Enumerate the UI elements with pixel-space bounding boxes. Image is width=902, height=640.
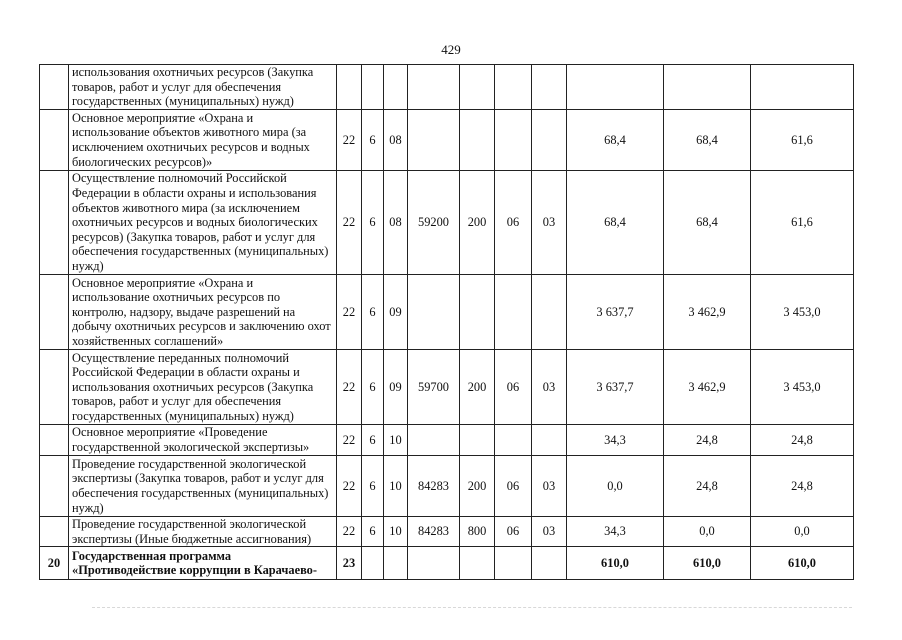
row-number-cell — [40, 275, 69, 350]
expense-type-cell: 800 — [460, 517, 495, 547]
direction-code-cell — [408, 547, 460, 580]
amount-year-3-cell: 3 453,0 — [751, 350, 854, 425]
section-cell — [495, 275, 532, 350]
program-code-cell: 22 — [337, 517, 362, 547]
event-code-cell — [384, 547, 408, 580]
table-row — [40, 547, 854, 580]
amount-year-1-cell: 68,4 — [567, 110, 664, 171]
program-code-cell: 22 — [337, 275, 362, 350]
direction-code-cell — [408, 425, 460, 456]
program-code-cell: 22 — [337, 350, 362, 425]
row-name-cell: Основное мероприятие «Охрана и использование охотничьих ресурсов по контролю, надзору, выдаче разрешений на добычу охотничьих ресурсов и заключению охот хозяйственных соглашений» — [69, 275, 337, 350]
divider — [92, 607, 852, 608]
amount-year-3-cell — [751, 65, 854, 110]
subsection-cell — [532, 547, 567, 580]
amount-year-1-cell: 34,3 — [567, 517, 664, 547]
program-code-cell: 22 — [337, 171, 362, 275]
subprogram-code-cell — [362, 65, 384, 110]
row-number-cell — [40, 350, 69, 425]
row-number-cell — [40, 110, 69, 171]
expense-type-cell — [460, 275, 495, 350]
expense-type-cell — [460, 110, 495, 171]
event-code-cell — [384, 65, 408, 110]
amount-year-3-cell: 3 453,0 — [751, 275, 854, 350]
subsection-cell — [532, 65, 567, 110]
expense-type-cell — [460, 65, 495, 110]
row-number-cell — [40, 425, 69, 456]
amount-year-2-cell — [664, 65, 751, 110]
amount-year-2-cell: 24,8 — [664, 425, 751, 456]
amount-year-2-cell: 3 462,9 — [664, 275, 751, 350]
direction-code-cell — [408, 275, 460, 350]
subprogram-code-cell: 6 — [362, 275, 384, 350]
amount-year-3-cell: 0,0 — [751, 517, 854, 547]
subprogram-code-cell: 6 — [362, 171, 384, 275]
program-code-cell: 23 — [337, 547, 362, 580]
amount-year-1-cell: 68,4 — [567, 171, 664, 275]
section-cell — [495, 110, 532, 171]
amount-year-1-cell: 3 637,7 — [567, 275, 664, 350]
event-code-cell: 10 — [384, 456, 408, 517]
table-row — [40, 425, 854, 456]
section-cell: 06 — [495, 171, 532, 275]
direction-code-cell: 59200 — [408, 171, 460, 275]
amount-year-1-cell: 0,0 — [567, 456, 664, 517]
table-row — [40, 65, 854, 110]
section-cell: 06 — [495, 350, 532, 425]
row-name-cell: Основное мероприятие «Охрана и использование объектов животного мира (за исключением охотничьих ресурсов и водных биологических ресурсов)» — [69, 110, 337, 171]
amount-year-2-cell: 610,0 — [664, 547, 751, 580]
subprogram-code-cell: 6 — [362, 456, 384, 517]
amount-year-2-cell: 68,4 — [664, 171, 751, 275]
subprogram-code-cell: 6 — [362, 350, 384, 425]
section-cell — [495, 547, 532, 580]
table-row — [40, 350, 854, 425]
section-cell: 06 — [495, 456, 532, 517]
expense-type-cell — [460, 425, 495, 456]
table-row — [40, 275, 854, 350]
table-row — [40, 110, 854, 171]
expense-type-cell: 200 — [460, 171, 495, 275]
section-cell: 06 — [495, 517, 532, 547]
subsection-cell: 03 — [532, 171, 567, 275]
table-row — [40, 456, 854, 517]
expense-type-cell — [460, 547, 495, 580]
table-row — [40, 171, 854, 275]
amount-year-1-cell: 3 637,7 — [567, 350, 664, 425]
row-number-cell — [40, 65, 69, 110]
program-code-cell: 22 — [337, 425, 362, 456]
row-number-cell: 20 — [40, 547, 69, 580]
row-number-cell — [40, 456, 69, 517]
page-number: 429 — [441, 42, 461, 57]
amount-year-1-cell — [567, 65, 664, 110]
amount-year-3-cell: 610,0 — [751, 547, 854, 580]
subsection-cell — [532, 110, 567, 171]
section-cell — [495, 425, 532, 456]
row-name-cell: Государственная программа «Противодействие коррупции в Карачаево- — [69, 547, 337, 580]
row-name-cell: Проведение государственной экологической экспертизы (Закупка товаров, работ и услуг для обеспечения государственных (муниципальных) нужд) — [69, 456, 337, 517]
subsection-cell: 03 — [532, 517, 567, 547]
expense-type-cell: 200 — [460, 350, 495, 425]
direction-code-cell: 84283 — [408, 517, 460, 547]
subprogram-code-cell — [362, 547, 384, 580]
row-name-cell: Основное мероприятие «Проведение государственной экологической экспертизы» — [69, 425, 337, 456]
event-code-cell: 09 — [384, 350, 408, 425]
amount-year-1-cell: 34,3 — [567, 425, 664, 456]
table-row — [40, 517, 854, 547]
event-code-cell: 08 — [384, 110, 408, 171]
program-code-cell: 22 — [337, 110, 362, 171]
amount-year-2-cell: 24,8 — [664, 456, 751, 517]
row-name-cell: Осуществление полномочий Российской Федерации в области охраны и использования объектов животного мира (за исключением охотничьих ресурсов и водных биологических ресурсов) (Закупка товаров, работ и услуг для обеспечения государственных (муниципальных) нужд) — [69, 171, 337, 275]
direction-code-cell: 84283 — [408, 456, 460, 517]
amount-year-1-cell: 610,0 — [567, 547, 664, 580]
subprogram-code-cell: 6 — [362, 517, 384, 547]
row-name-cell: Проведение государственной экологической экспертизы (Иные бюджетные ассигнования) — [69, 517, 337, 547]
event-code-cell: 10 — [384, 517, 408, 547]
row-name-cell: использования охотничьих ресурсов (Закупка товаров, работ и услуг для обеспечения государственных (муниципальных) нужд) — [69, 65, 337, 110]
subsection-cell — [532, 275, 567, 350]
event-code-cell: 09 — [384, 275, 408, 350]
event-code-cell: 08 — [384, 171, 408, 275]
subsection-cell: 03 — [532, 456, 567, 517]
subsection-cell: 03 — [532, 350, 567, 425]
amount-year-3-cell: 24,8 — [751, 456, 854, 517]
row-number-cell — [40, 517, 69, 547]
table-body — [40, 65, 854, 580]
program-code-cell — [337, 65, 362, 110]
amount-year-3-cell: 24,8 — [751, 425, 854, 456]
event-code-cell: 10 — [384, 425, 408, 456]
amount-year-2-cell: 3 462,9 — [664, 350, 751, 425]
amount-year-3-cell: 61,6 — [751, 171, 854, 275]
direction-code-cell — [408, 65, 460, 110]
row-name-cell: Осуществление переданных полномочий Российской Федерации в области охраны и использования охотничьих ресурсов (Закупка товаров, работ и услуг для обеспечения государственных (муниципальных) нужд) — [69, 350, 337, 425]
amount-year-2-cell: 68,4 — [664, 110, 751, 171]
expense-type-cell: 200 — [460, 456, 495, 517]
subprogram-code-cell: 6 — [362, 425, 384, 456]
row-number-cell — [40, 171, 69, 275]
subsection-cell — [532, 425, 567, 456]
amount-year-2-cell: 0,0 — [664, 517, 751, 547]
direction-code-cell — [408, 110, 460, 171]
amount-year-3-cell: 61,6 — [751, 110, 854, 171]
direction-code-cell: 59700 — [408, 350, 460, 425]
subprogram-code-cell: 6 — [362, 110, 384, 171]
program-code-cell: 22 — [337, 456, 362, 517]
section-cell — [495, 65, 532, 110]
budget-table — [39, 64, 854, 580]
